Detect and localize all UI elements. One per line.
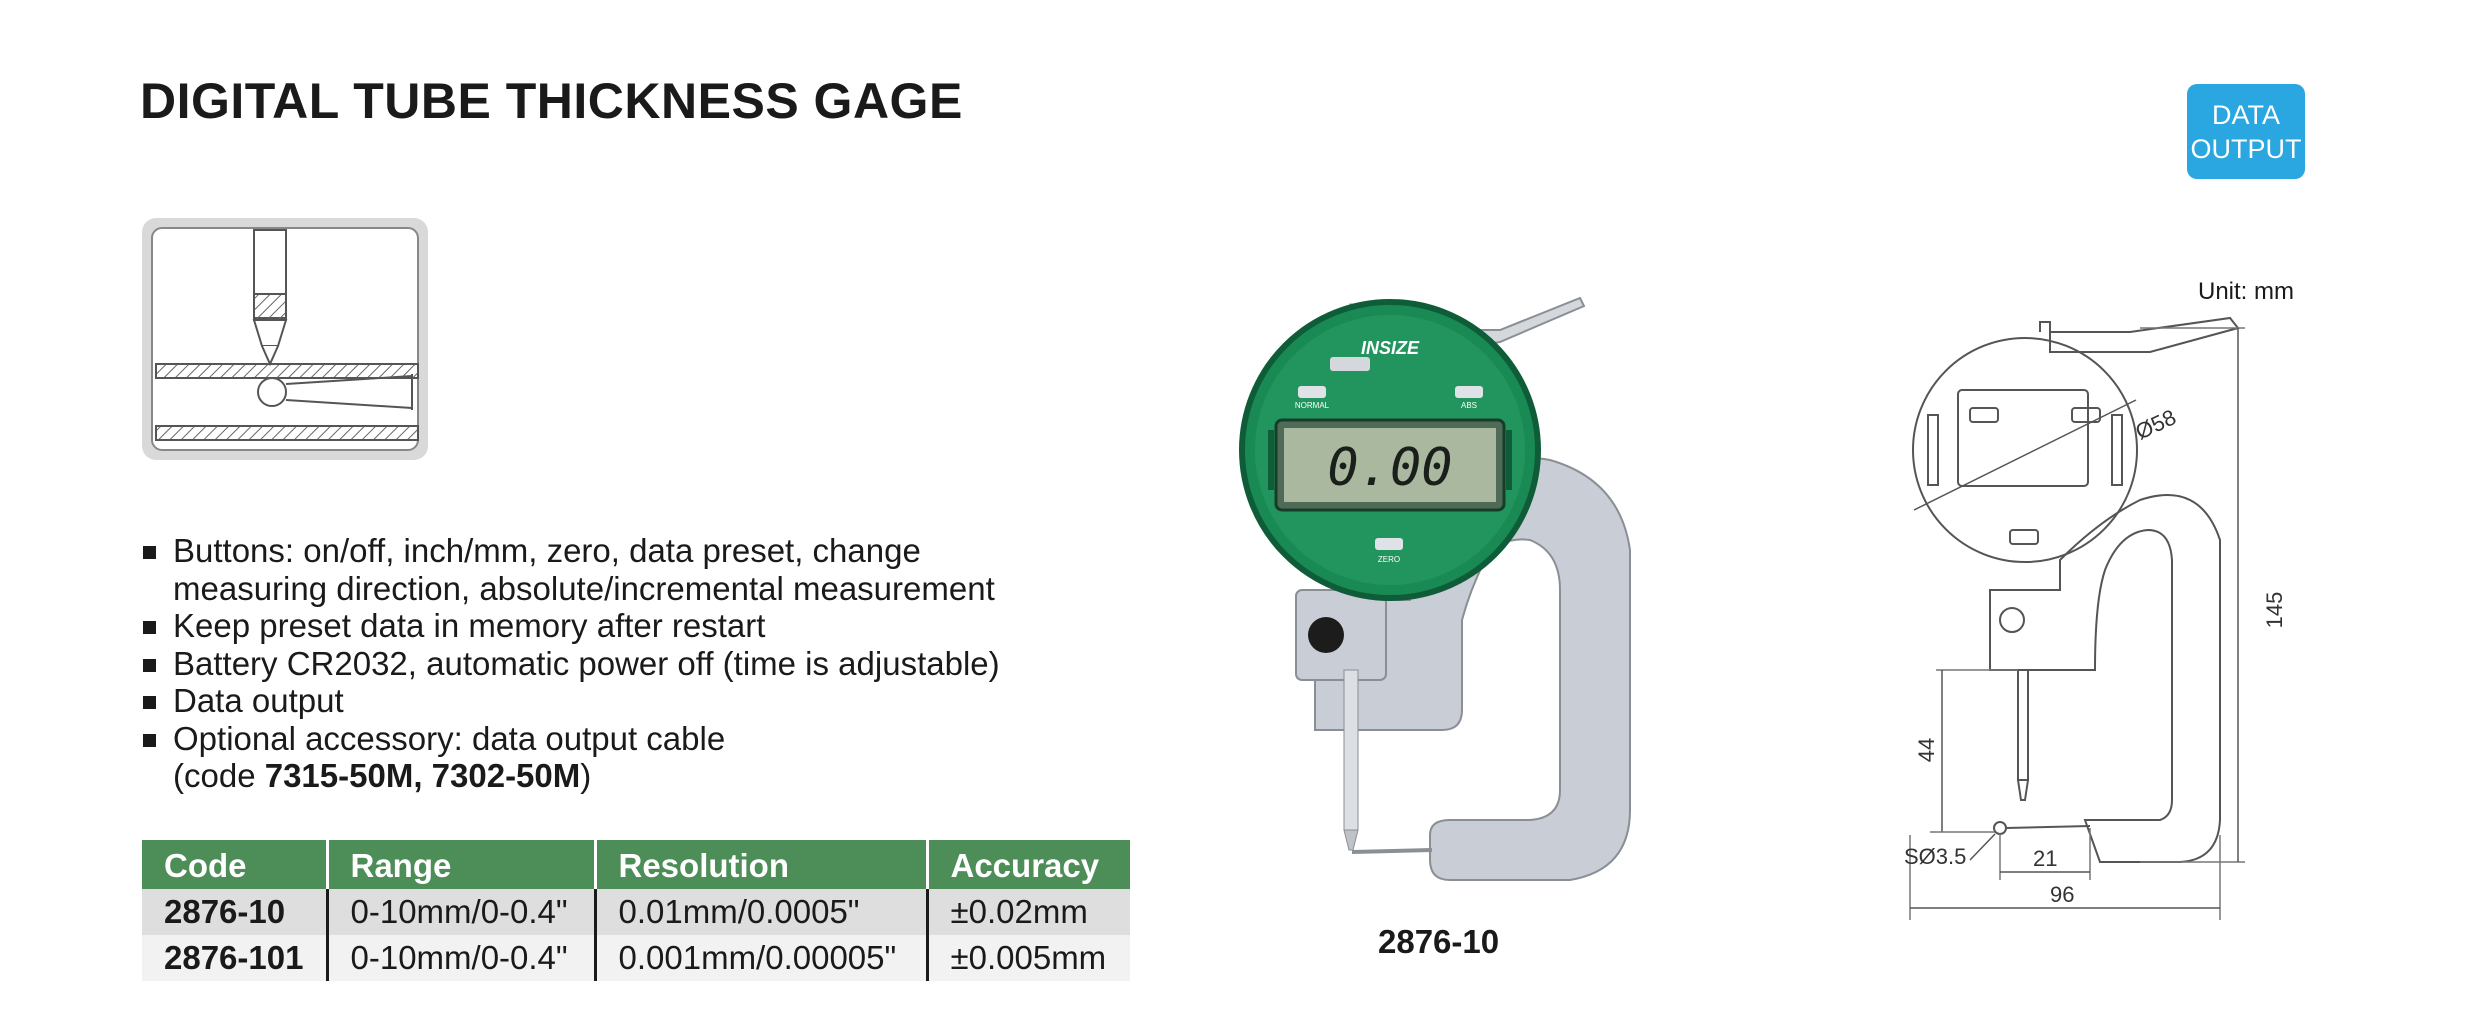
cell-resolution: 0.001mm/0.00005"	[595, 935, 927, 981]
cell-accuracy: ±0.005mm	[927, 935, 1130, 981]
feature-text-cont: measuring direction, absolute/incremental measurement	[173, 569, 995, 607]
product-photo	[1200, 290, 1680, 915]
lcd-readout: 0.00	[1327, 438, 1453, 498]
data-output-badge	[2187, 84, 2305, 179]
cell-code: 2876-10	[142, 889, 327, 935]
btn-zero-label: ZERO	[1377, 555, 1401, 564]
spec-table	[142, 840, 1130, 981]
feature-text: Data output	[173, 682, 344, 719]
badge-line2: OUTPUT	[2190, 133, 2302, 164]
dim-width: 96	[2050, 882, 2075, 907]
tube-measurement-icon	[142, 218, 428, 460]
feature-item	[140, 607, 1000, 645]
feature-code-suffix: )	[580, 757, 592, 794]
dim-ball: SØ3.5	[1904, 844, 1967, 869]
feature-item	[140, 720, 1000, 795]
page-title: DIGITAL TUBE THICKNESS GAGE	[140, 73, 963, 129]
cell-resolution: 0.01mm/0.0005"	[595, 889, 927, 935]
feature-text: Battery CR2032, automatic power off (time is adjustable)	[173, 644, 1000, 682]
btn-normal-label: NORMAL	[1294, 401, 1330, 410]
feature-text: Optional accessory: data output cable	[173, 719, 726, 757]
table-row	[142, 889, 1130, 935]
col-header-resolution: Resolution	[595, 840, 927, 889]
table-header-row	[142, 840, 1130, 889]
table-row	[142, 935, 1130, 981]
feature-text: Keep preset data in memory after restart	[173, 607, 766, 644]
col-header-range: Range	[327, 840, 595, 889]
feature-code-prefix: (code	[173, 757, 265, 794]
cell-range: 0-10mm/0-0.4"	[327, 889, 595, 935]
dimension-drawing	[1900, 260, 2320, 925]
brand-label: INSIZE	[1360, 338, 1420, 358]
dim-height: 145	[2262, 591, 2287, 629]
col-header-code: Code	[142, 840, 327, 889]
cell-accuracy: ±0.02mm	[927, 889, 1130, 935]
feature-text: Buttons: on/off, inch/mm, zero, data preset, change	[173, 532, 921, 569]
feature-list	[140, 532, 1000, 795]
badge-line1: DATA	[2211, 99, 2280, 130]
cell-code: 2876-101	[142, 935, 327, 981]
dim-diameter: Ø58	[2131, 404, 2180, 445]
dim-depth: 44	[1914, 737, 1939, 763]
cell-range: 0-10mm/0-0.4"	[327, 935, 595, 981]
btn-abs-label: ABS	[1460, 401, 1478, 410]
col-header-accuracy: Accuracy	[927, 840, 1130, 889]
feature-item	[140, 682, 1000, 720]
photo-caption: 2876-10	[1378, 923, 1500, 960]
feature-item	[140, 645, 1000, 683]
dim-21: 21	[2033, 846, 2058, 871]
feature-codes: 7315-50M, 7302-50M	[264, 757, 581, 794]
feature-item	[140, 532, 1000, 607]
unit-label: Unit: mm	[2198, 278, 2294, 305]
